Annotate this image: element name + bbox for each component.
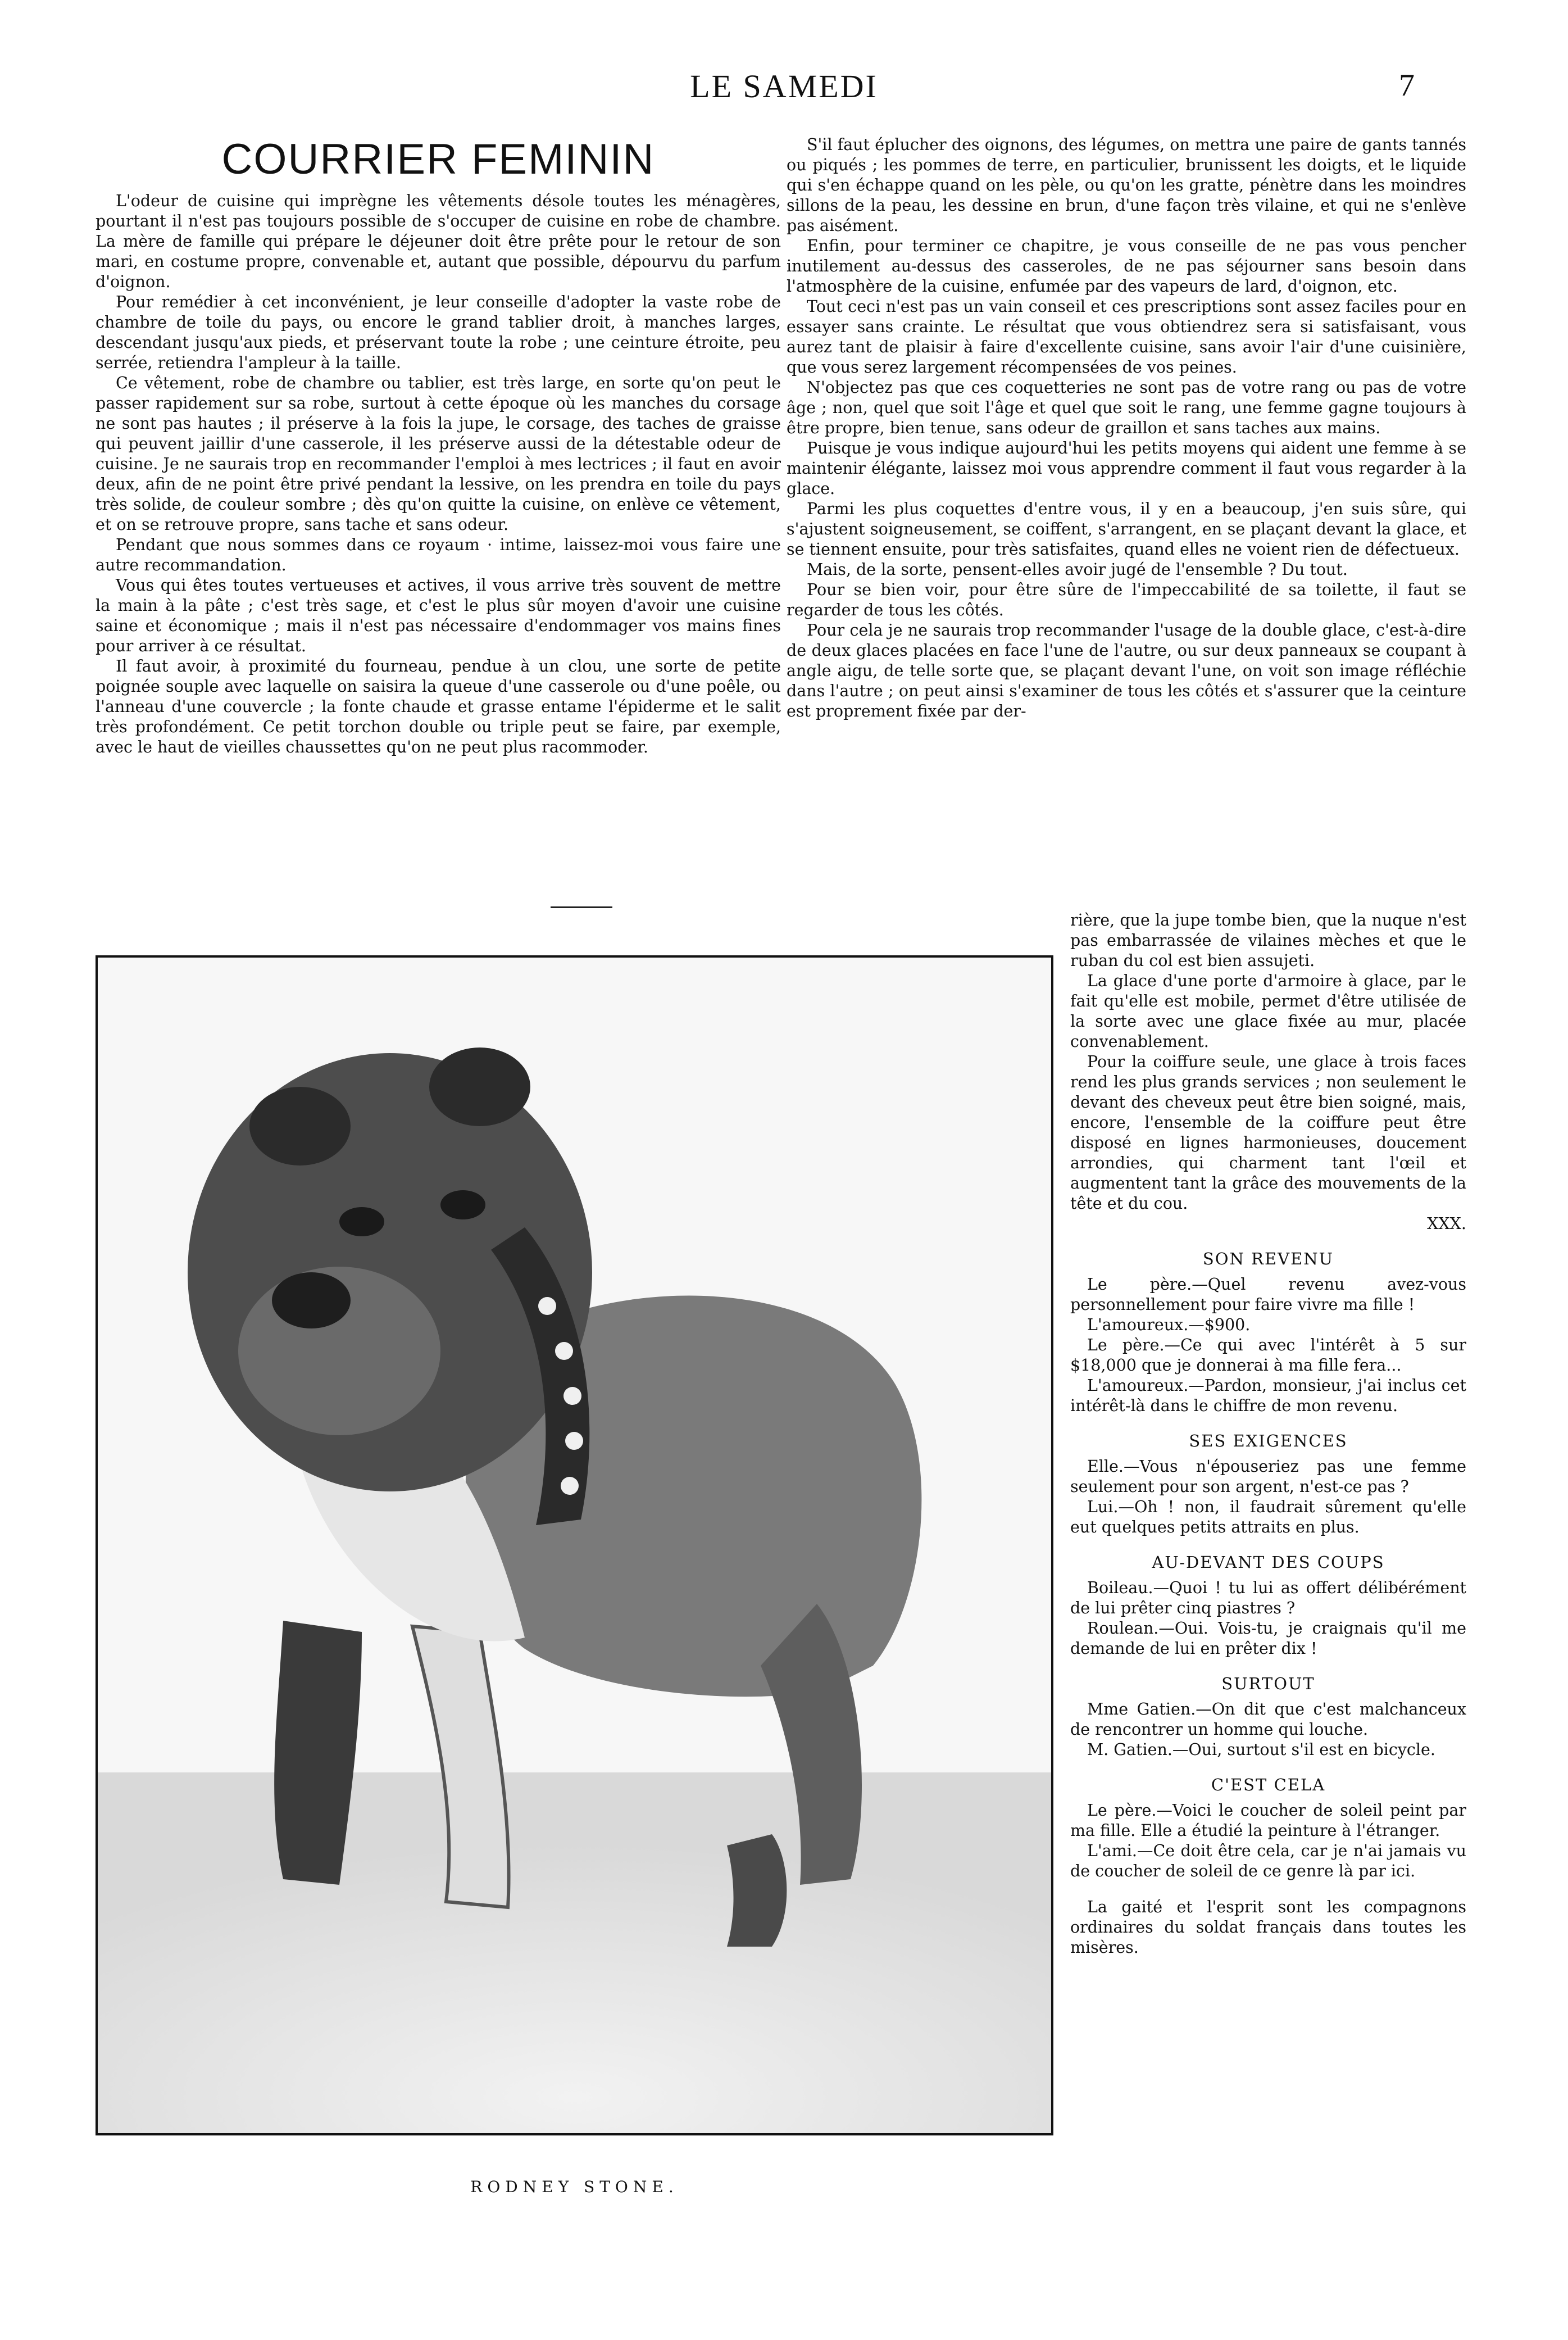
paragraph: S'il faut éplucher des oignons, des légumes, on mettra une paire de gants tannés ou piqués ; les pommes de terre, en particulier, brunissent les doigts, et le liquide qui s'en échappe quand on les pèle, ou qu'on les gratte, pénètre dans les moindres sillons de la peau, les dessine en brun, d'une façon très vilaine, et qui ne s'enlève pas aisément. [787,135,1466,235]
paragraph: Pendant que nous sommes dans ce royaum · intime, laissez-moi vous faire une autre recommandation. [96,536,781,574]
signature: XXX. [1427,1214,1466,1233]
anecdote-line: Lui.—Oh ! non, il faudrait sûrement qu'elle eut quelques petits attraits en plus. [1070,1498,1466,1536]
article-title: COURRIER FEMININ [221,135,655,183]
anecdote-title: SURTOUT [1221,1674,1315,1693]
paragraph: Tout ceci n'est pas un vain conseil et ces prescriptions sont assez faciles pour en essayer sans crainte. Le résultat que vous obtiendrez sera si satisfaisant, vous aurez tant de plaisir à faire d'excellente cuisine, sans avoir l'air d'une cuisinière, que vous serez largement récompensées de vos peines. [787,297,1466,377]
paragraph: Pour se bien voir, pour être sûre de l'impeccabilité de sa toilette, il faut se regarder de tous les côtés. [787,581,1466,619]
paragraph: Il faut avoir, à proximité du fourneau, pendue à un clou, une sorte de petite poignée souple avec laquelle on saisira la queue d'une casserole ou d'une poêle, ou l'anneau d'une couvercle ; la fonte chaude et grasse entame l'épiderme et le salit très profondément. Ce petit torchon double ou triple peut se faire, par exemple, avec le haut de vieilles chaussettes qu'on ne peut plus racommoder. [96,657,781,756]
paragraph: Pour remédier à cet inconvénient, je leur conseille d'adopter la vaste robe de chambre de toile du pays, ou encore le grand tablier droit, à manches larges, descendant jusqu'aux pieds, et préservant toute la robe ; une ceinture étroite, peu serrée, retiendra l'ampleur à la taille. [96,293,781,372]
photo-caption: RODNEY STONE. [470,2178,679,2196]
anecdote-title: C'EST CELA [1211,1775,1326,1794]
anecdote-line: L'amoureux.—$900. [1087,1316,1251,1334]
anecdote-line: Le père.—Voici le coucher de soleil peint par ma fille. Elle a étudié la peinture à l'étranger. [1070,1801,1466,1840]
bulldog-illustration [98,958,1051,2133]
page-number: 7 [1399,68,1415,103]
anecdote-line: Le père.—Quel revenu avez-vous personnellement pour faire vivre ma fille ! [1070,1275,1466,1314]
paragraph: Enfin, pour terminer ce chapitre, je vous conseille de ne pas vous pencher inutilement au-dessus des casseroles, de ne pas séjourner sans besoin dans l'atmosphère de la cuisine, enfumée par des vapeurs de lard, d'oignon, etc. [787,237,1466,296]
anecdote-title: SON REVENU [1202,1249,1334,1268]
paragraph: Puisque je vous indique aujourd'hui les petits moyens qui aident une femme à se maintenir élégante, laissez moi vous apprendre comment il faut vous regarder à la glace. [787,439,1466,498]
paragraph: Mais, de la sorte, pensent-elles avoir jugé de l'ensemble ? Du tout. [807,560,1348,579]
paragraph: Ce vêtement, robe de chambre ou tablier, est très large, en sorte qu'on peut le passer rapidement sur sa robe, surtout à cette époque où les manches du corsage ne sont pas hautes ; il préserve à la fois la jupe, le corsage, des taches de graisse qui peuvent jaillir d'une casserole, il les préserve aussi de la détestable odeur de cuisine. Je ne saurais trop en recommander l'emploi à mes lectrices ; il faut en avoir deux, afin de ne point être privé pendant la lessive, on les prendra en toile du pays très solide, de couleur sombre ; dès qu'on quitte la cuisine, on enlève ce vêtement, et on se retrouve propre, sans tache et sans odeur. [96,374,781,534]
paragraph: Pour la coiffure seule, une glace à trois faces rend les plus grands services ; non seulement le devant des cheveux peut être bien soigné, mais, encore, l'ensemble de la coiffure peut être disposé en lignes harmonieuses, doucement arrondies, qui charment tant l'œil et augmentent tant la grâce des mouvements de la tête et du cou. [1070,1053,1466,1213]
anecdote-line: Mme Gatien.—On dit que c'est malchanceux de rencontrer un homme qui louche. [1070,1700,1466,1739]
anecdote-line: M. Gatien.—Oui, surtout s'il est en bicycle. [1087,1740,1435,1759]
anecdote-title: AU-DEVANT DES COUPS [1152,1553,1385,1572]
anecdote-line: Roulean.—Oui. Vois-tu, je craignais qu'il me demande de lui en prêter dix ! [1070,1619,1466,1658]
anecdote-line: L'amoureux.—Pardon, monsieur, j'ai inclus cet intérêt-là dans le chiffre de mon revenu. [1070,1376,1466,1415]
left-column [96,191,781,758]
anecdote-line: L'ami.—Ce doit être cela, car je n'ai jamais vu de coucher de soleil de ce genre là par ici. [1070,1842,1466,1880]
paragraph: N'objectez pas que ces coquetteries ne sont pas de votre rang ou pas de votre âge ; non, quel que soit l'âge et quel que soit le rang, une femme gagne toujours à être propre, bien tenue, sans odeur de graillon et sans taches aux mains. [787,378,1466,437]
paragraph: Pour cela je ne saurais trop recommander l'usage de la double glace, c'est-à-dire de deux glaces placées en face l'une de l'autre, ou sur deux panneaux se coupant à angle aigu, de telle sorte que, se plaçant devant l'une, on voit son image réfléchie dans l'autre ; on peut ainsi s'examiner de tous les côtés et s'assurer que la ceinture est proprement fixée par der- [787,621,1466,720]
anecdote-line: Elle.—Vous n'épouseriez pas une femme seulement pour son argent, n'est-ce pas ? [1070,1457,1466,1496]
paragraph: Parmi les plus coquettes d'entre vous, il y en a beaucoup, j'en suis sûre, qui s'ajustent soigneusement, se coiffent, s'arrangent, en se plaçant devant la glace, et se tiennent ensuite, pour très satisfaites, quand elles ne voient rien de défectueux. [787,500,1466,559]
closing-line: La gaité et l'esprit sont les compagnons ordinaires du soldat français dans toutes les misères. [1070,1898,1466,1957]
newspaper-title: LE SAMEDI [690,68,878,105]
anecdote-line: Boileau.—Quoi ! tu lui as offert délibérément de lui prêter cinq piastres ? [1070,1579,1466,1617]
narrow-column [1070,910,1466,1958]
anecdote-line: Le père.—Ce qui avec l'intérêt à 5 sur $18,000 que je donnerai à ma fille fera... [1070,1336,1466,1375]
paragraph: L'odeur de cuisine qui imprègne les vêtements désole toutes les ménagères, pourtant il n'est pas toujours possible de s'occuper de cuisine en robe de chambre. La mère de famille qui prépare le déjeuner doit être prête pour le retour de son mari, en costume propre, convenable et, autant que possible, dépourvu du parfum d'oignon. [96,192,781,291]
paragraph: Vous qui êtes toutes vertueuses et actives, il vous arrive très souvent de mettre la main à la pâte ; c'est très sage, et c'est le plus sûr moyen d'avoir une cuisine saine et économique ; mais il n'est pas nécessaire d'endommager vos mains fines pour arriver à ce résultat. [96,576,781,655]
paragraph: La glace d'une porte d'armoire à glace, par le fait qu'elle est mobile, permet d'être utilisée de la sorte avec une glace fixée au mur, placée convenablement. [1070,972,1466,1051]
anecdote-title: SES EXIGENCES [1189,1431,1348,1450]
bulldog-photo [96,955,1053,2135]
right-column [787,135,1466,722]
paragraph: rière, que la jupe tombe bien, que la nuque n'est pas embarrassée de vilaines mèches et que le ruban du col est bien assujeti. [1070,911,1466,970]
section-divider [551,906,612,908]
